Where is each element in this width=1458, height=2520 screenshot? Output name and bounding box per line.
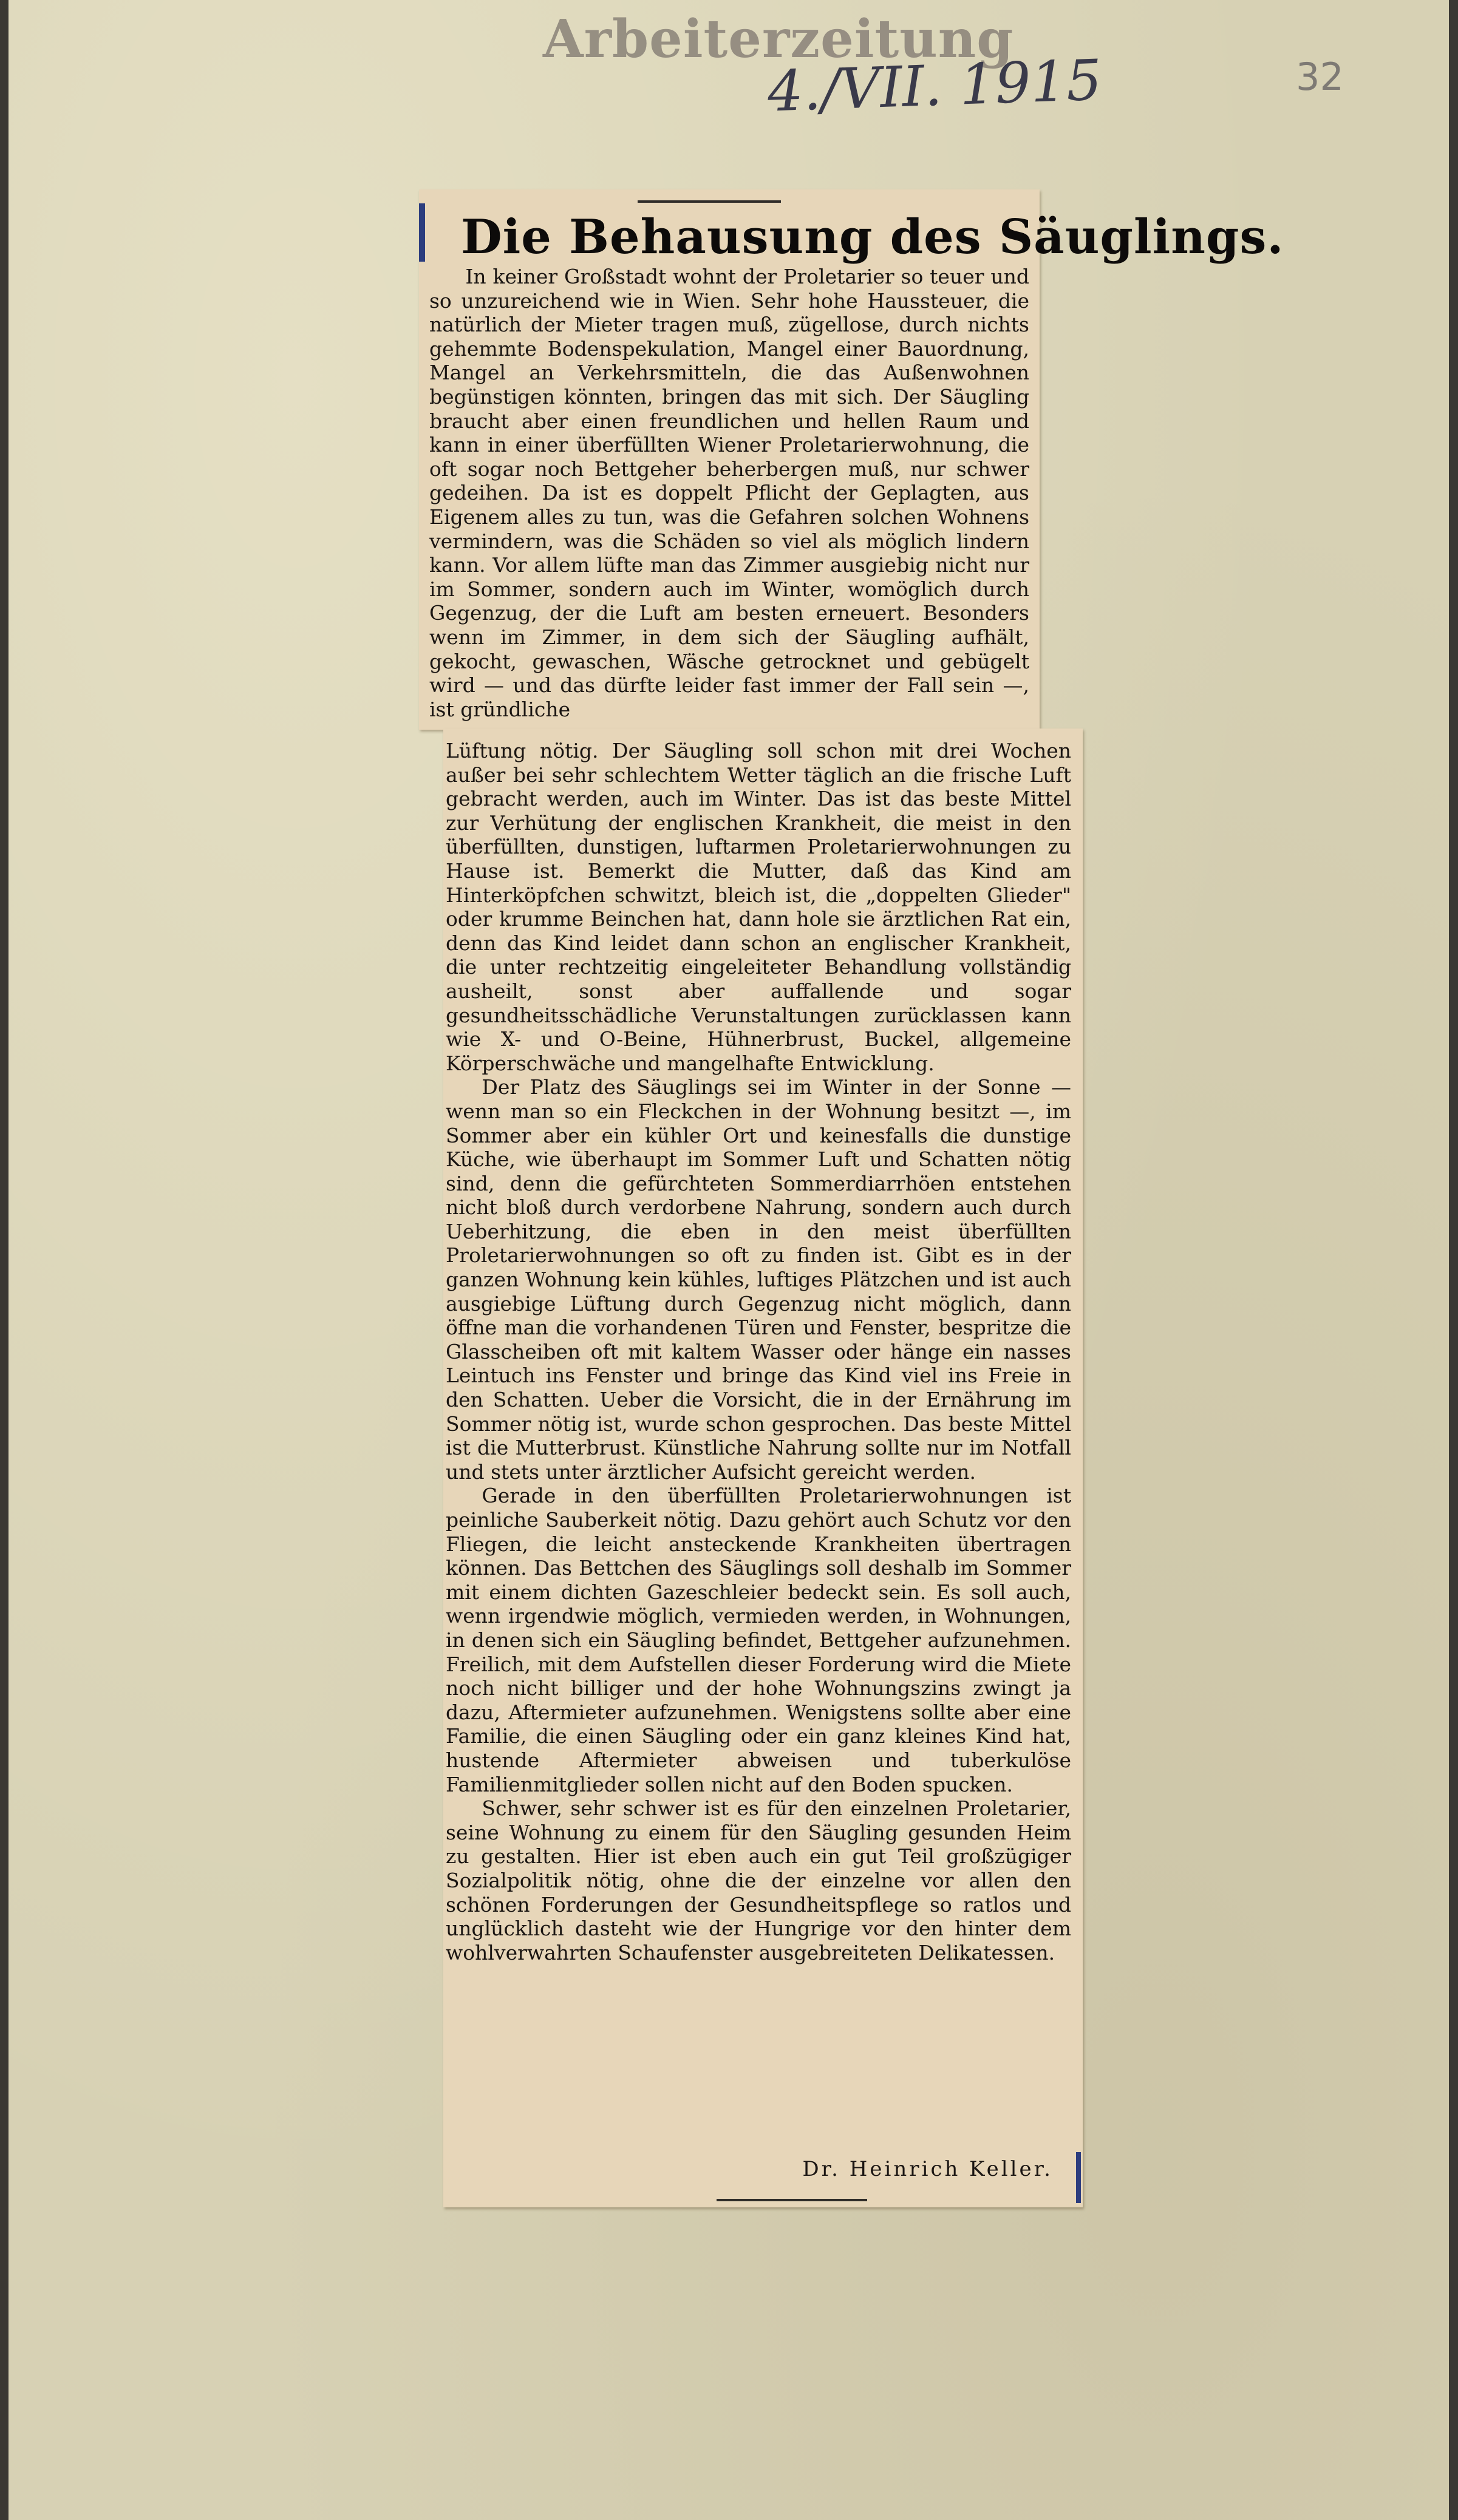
article-column-1: In keiner Großstadt wohnt der Proletarier so teuer und so unzureichend wie in Wien. Sehr hohe Haussteuer, die natürlich der Mieter tragen muß, zügellose, durch nichts gehemmte Bodenspekulation, Mangel einer Bauordnung, Mangel an Verkehrsmitteln, die das Außenwohnen begünstigen könnten, bringen das mit sich. Der Säugling braucht aber einen freundlichen und hellen Raum und kann in einer überfüllten Wiener Proletarierwohnung, die oft sogar noch Bettgeher beherbergen muß, nur schwer gedeihen. Da ist es doppelt Pflicht der Geplagten, aus Eigenem alles zu tun, was die Gefahren solchen Wohnens vermindern, was die Schäden so viel als möglich lindern kann. Vor allem lüfte man das Zimmer ausgiebig nicht nur im Sommer, sondern auch im Winter, womöglich durch Gegenzug, der die Luft am besten erneuert. Besonders wenn im Zimmer, in dem sich der Säugling aufhält, gekocht, gewaschen, Wäsche getrocknet und gebügelt wird — und das dürfte leider fast immer der Fall sein —, ist gründliche xyxy=(429,265,1029,721)
article-paragraph: Schwer, sehr schwer ist es für den einzelnen Proletarier, seine Wohnung zu einem für den Säugling gesunden Heim zu gestalten. Hier ist eben auch ein gut Teil großzügiger Sozialpolitik nötig, ohne die der einzelne vor allen den schönen Forderungen der Gesundheitspflege so ratlos und unglücklich dasteht wie der Hungrige vor den hinter dem wohlverwahrten Schaufenster ausgebreiteten Delikatessen. xyxy=(446,1796,1071,1965)
handwritten-date: 4./VII. 1915 xyxy=(766,47,1103,124)
page-number: 32 xyxy=(1296,55,1344,99)
article-column-2 xyxy=(446,739,1071,1965)
newspaper-source-stamp: Arbeiterzeitung xyxy=(543,8,1014,70)
blue-pencil-mark-top xyxy=(419,203,425,262)
archive-sheet xyxy=(9,0,1449,2520)
blue-pencil-mark-bottom xyxy=(1076,2152,1081,2203)
article-headline: Die Behausung des Säuglings. xyxy=(461,209,1284,265)
closing-rule xyxy=(717,2199,867,2201)
article-paragraph: Gerade in den überfüllten Proletarierwohnungen ist peinliche Sauberkeit nötig. Dazu gehört auch Schutz vor den Fliegen, die leicht ansteckende Krankheiten übertragen können. Das Bettchen des Säuglings soll deshalb im Sommer mit einem dichten Gazeschleier bedeckt sein. Es soll auch, wenn irgendwie möglich, vermieden werden, in Wohnungen, in denen sich ein Säugling befindet, Bettgeher aufzunehmen. Freilich, mit dem Aufstellen dieser Forderung wird die Miete noch nicht billiger und der hohe Wohnungszins zwingt ja dazu, Aftermieter aufzunehmen. Wenigstens sollte aber eine Familie, die einen Säugling oder ein ganz kleines Kind hat, hustende Aftermieter abweisen und tuberkulöse Familienmitglieder sollen nicht auf den Boden spucken. xyxy=(446,1484,1071,1796)
article-byline: Dr. Heinrich Keller. xyxy=(802,2157,1053,2181)
article-paragraph: Lüftung nötig. Der Säugling soll schon mit drei Wochen außer bei sehr schlechtem Wetter täglich an die frische Luft gebracht werden, auch im Winter. Das ist das beste Mittel zur Verhütung der englischen Krankheit, die meist in den überfüllten, dunstigen, luftarmen Proletarierwohnungen zu Hause ist. Bemerkt die Mutter, daß das Kind am Hinterköpfchen schwitzt, bleich ist, die „doppelten Glieder" oder krumme Beinchen hat, dann hole sie ärztlichen Rat ein, denn das Kind leidet dann schon an englischer Krankheit, die unter rechtzeitig eingeleiteter Behandlung vollständig ausheilt, sonst aber auffallende und sogar gesundheitsschädliche Verunstaltungen zurücklassen kann wie X- und O-Beine, Hühnerbrust, Buckel, allgemeine Körperschwäche und mangelhafte Entwicklung. xyxy=(446,739,1071,1075)
article-paragraph: Der Platz des Säuglings sei im Winter in der Sonne — wenn man so ein Fleckchen in der Wohnung besitzt —, im Sommer aber ein kühler Ort und keinesfalls die dunstige Küche, wie überhaupt im Sommer Luft und Schatten nötig sind, denn die gefürchteten Sommerdiarrhöen entstehen nicht bloß durch verdorbene Nahrung, sondern auch durch Ueberhitzung, die eben in den meist überfüllten Proletarierwohnungen so oft zu finden ist. Gibt es in der ganzen Wohnung kein kühles, luftiges Plätzchen und ist auch ausgiebige Lüftung durch Gegenzug nicht möglich, dann öffne man die vorhandenen Türen und Fenster, bespritze die Glasscheiben oft mit kaltem Wasser oder hänge ein nasses Leintuch ins Fenster und bringe das Kind viel ins Freie in den Schatten. Ueber die Vorsicht, die in der Ernährung im Sommer nötig ist, wurde schon gesprochen. Das beste Mittel ist die Mutterbrust. Künstliche Nahrung sollte nur im Notfall und stets unter ärztlicher Aufsicht gereicht werden. xyxy=(446,1075,1071,1484)
headline-rule xyxy=(638,200,781,203)
